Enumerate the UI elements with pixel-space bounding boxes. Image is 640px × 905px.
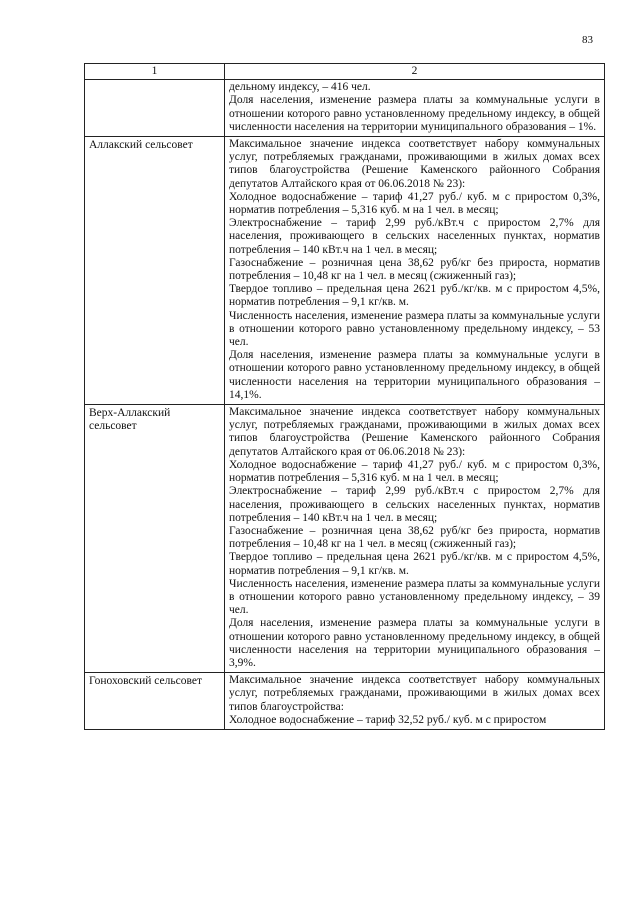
description-paragraph: Твердое топливо – предельная цена 2621 руб./кг/кв. м с приростом 4,5%, норматив потребления – 9,1 кг/кв. м.	[229, 283, 600, 309]
table-row	[85, 80, 605, 137]
tariff-description	[225, 673, 605, 730]
description-paragraph: Газоснабжение – розничная цена 38,62 руб/кг без прироста, норматив потребления – 10,48 кг на 1 чел. в месяц (сжиженный газ);	[229, 256, 600, 283]
description-paragraph: дельному индексу, – 416 чел.	[229, 81, 371, 94]
tariff-table	[84, 63, 605, 730]
header-row	[85, 64, 605, 80]
description-paragraph: Электроснабжение – тариф 2,99 руб./кВт.ч с приростом 2,7% для населения, проживающего в сельских населенных пунктах, норматив потребления – 140 кВт.ч на 1 чел. в месяц;	[229, 485, 600, 524]
table-row	[85, 405, 605, 673]
description-paragraph: Доля населения, изменение размера платы за коммунальные услуги в отношении которого равно установленному предельному индексу, в общей численности населения на территории муниципального образования – 3,9%.	[229, 617, 600, 669]
table-row	[85, 673, 605, 730]
table-body	[85, 80, 605, 730]
tariff-description	[225, 80, 605, 137]
description-paragraph: Электроснабжение – тариф 2,99 руб./кВт.ч с приростом 2,7% для населения, проживающего в сельских населенных пунктах, норматив потребления – 140 кВт.ч на 1 чел. в месяц;	[229, 217, 600, 256]
description-paragraph: Максимальное значение индекса соответствует набору коммунальных услуг, потребляемых гражданами, проживающими в жилых домах всех типов благоустройства (Решение Каменского районного Собрания депутатов Алтайского края от 06.06.2018 № 23):	[229, 138, 600, 190]
tariff-description	[225, 137, 605, 405]
description-paragraph: Максимальное значение индекса соответствует набору коммунальных услуг, потребляемых гражданами, проживающими в жилых домах всех типов благоустройства (Решение Каменского районного Собрания депутатов Алтайского края от 06.06.2018 № 23):	[229, 406, 600, 458]
municipality-name: Аллакский сельсовет	[85, 137, 225, 405]
municipality-name: Верх-Аллакский сельсовет	[85, 405, 225, 673]
description-paragraph: Максимальное значение индекса соответствует набору коммунальных услуг, потребляемых гражданами, проживающими в жилых домах всех типов благоустройства:	[229, 674, 600, 713]
description-paragraph: Численность населения, изменение размера платы за коммунальные услуги в отношении которого равно установленному предельному индексу, – 53 чел.	[229, 309, 600, 349]
description-paragraph: Доля населения, изменение размера платы за коммунальные услуги в отношении которого равно установленному предельному индексу, в общей численности населения на территории муниципального образования – 14,1%.	[229, 349, 600, 401]
description-paragraph: Твердое топливо – предельная цена 2621 руб./кг/кв. м с приростом 4,5%, норматив потребления – 9,1 кг/кв. м.	[229, 551, 600, 577]
description-paragraph: Холодное водоснабжение – тариф 41,27 руб./ куб. м с приростом 0,3%, норматив потребления – 5,316 куб. м на 1 чел. в месяц;	[229, 458, 600, 485]
description-paragraph: Численность населения, изменение размера платы за коммунальные услуги в отношении которого равно установленному предельному индексу, – 39 чел.	[229, 577, 600, 617]
tariff-description	[225, 405, 605, 673]
description-paragraph: Холодное водоснабжение – тариф 41,27 руб./ куб. м с приростом 0,3%, норматив потребления – 5,316 куб. м на 1 чел. в месяц;	[229, 190, 600, 217]
column-header-2: 2	[225, 64, 605, 80]
page-number: 83	[582, 34, 593, 46]
column-header-1: 1	[85, 64, 225, 80]
description-paragraph: Доля населения, изменение размера платы за коммунальные услуги в отношении которого равно установленному предельному индексу, в общей численности населения на территории муниципального образования – 1%.	[229, 94, 600, 133]
municipality-name: Гоноховский сельсовет	[85, 673, 225, 730]
description-paragraph: Холодное водоснабжение – тариф 32,52 руб./ куб. м с приростом	[229, 713, 547, 726]
table-row	[85, 137, 605, 405]
description-paragraph: Газоснабжение – розничная цена 38,62 руб/кг без прироста, норматив потребления – 10,48 кг на 1 чел. в месяц (сжиженный газ);	[229, 524, 600, 551]
table-header	[85, 64, 605, 80]
municipality-name	[85, 80, 225, 137]
